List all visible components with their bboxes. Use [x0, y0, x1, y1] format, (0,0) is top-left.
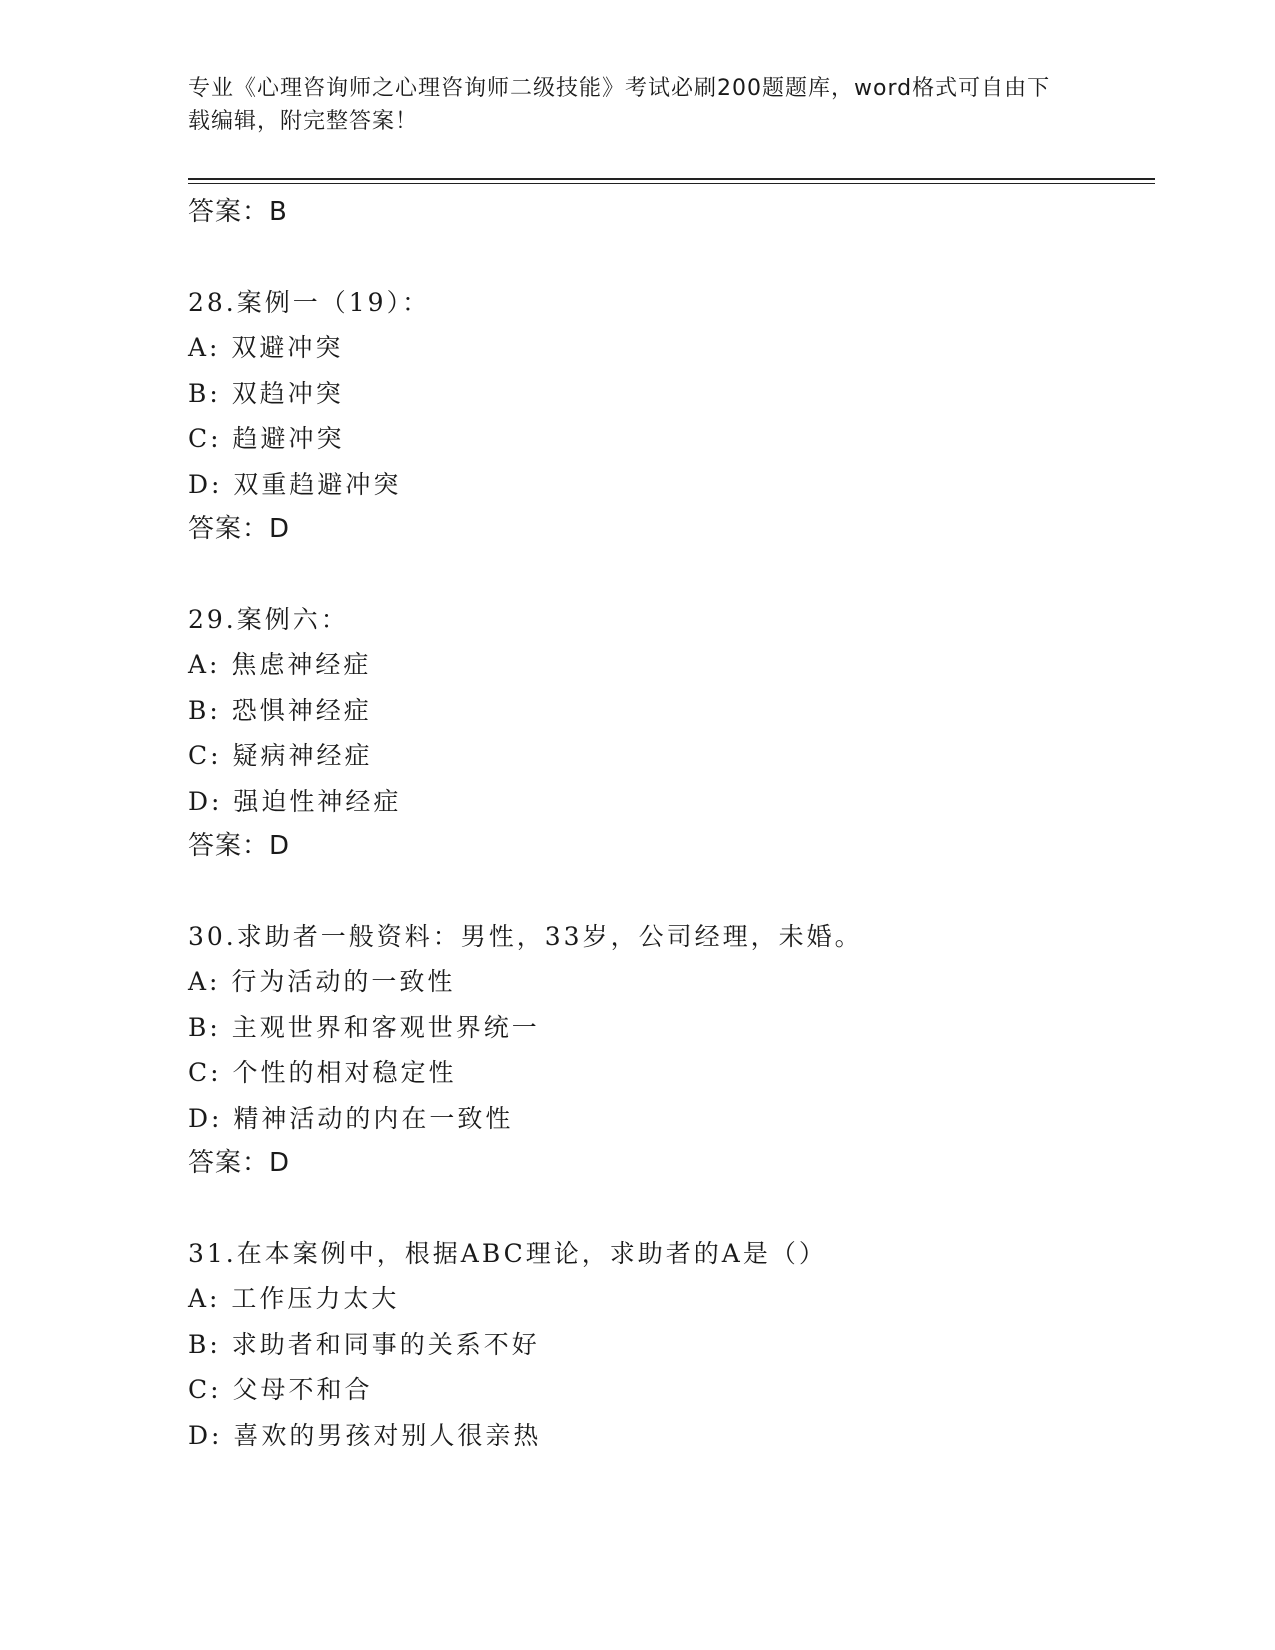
question-stem: 28.案例一（19）：	[188, 287, 431, 317]
option-a: A: 工作压力太大	[188, 1284, 400, 1313]
option-c: C: 父母不和合	[188, 1375, 373, 1404]
answer-line: 答案：D	[188, 514, 291, 544]
option-c: C: 趋避冲突	[188, 424, 345, 453]
option-a: A: 双避冲突	[188, 333, 344, 362]
document-header: 专业《心理咨询师之心理咨询师二级技能》考试必刷200题题库，word格式可自由下载编辑，附完整答案！	[188, 76, 1051, 134]
answer-line: 答案：D	[188, 831, 291, 861]
option-c: C: 个性的相对稳定性	[188, 1058, 457, 1087]
option-b: B: 恐惧神经症	[188, 695, 372, 725]
question-stem: 31.在本案例中，根据ABC理论，求助者的A是（）	[188, 1238, 827, 1268]
answer-line: 答案：D	[188, 1148, 291, 1178]
answer-line: 答案：B	[188, 197, 288, 227]
option-d: D: 强迫性神经症	[188, 786, 402, 816]
question-block	[188, 914, 1148, 1187]
option-c: C: 疑病神经症	[188, 741, 373, 770]
header-rule-thin	[188, 183, 1155, 184]
question-block	[188, 597, 1148, 870]
option-d: D: 喜欢的男孩对别人很亲热	[188, 1420, 542, 1450]
question-block	[188, 1231, 1148, 1459]
option-a: A: 焦虑神经症	[188, 650, 372, 679]
header-rule-thick	[188, 178, 1155, 180]
option-d: D: 双重趋避冲突	[188, 469, 402, 499]
question-stem: 30.求助者一般资料：男性，33岁，公司经理，未婚。	[188, 921, 863, 951]
option-d: D: 精神活动的内在一致性	[188, 1103, 514, 1133]
option-a: A: 行为活动的一致性	[188, 967, 456, 996]
option-b: B: 主观世界和客观世界统一	[188, 1012, 540, 1042]
question-stem: 29.案例六：	[188, 604, 349, 634]
option-b: B: 求助者和同事的关系不好	[188, 1329, 540, 1359]
option-b: B: 双趋冲突	[188, 378, 344, 408]
question-list	[188, 190, 1148, 1458]
question-block	[188, 280, 1148, 553]
